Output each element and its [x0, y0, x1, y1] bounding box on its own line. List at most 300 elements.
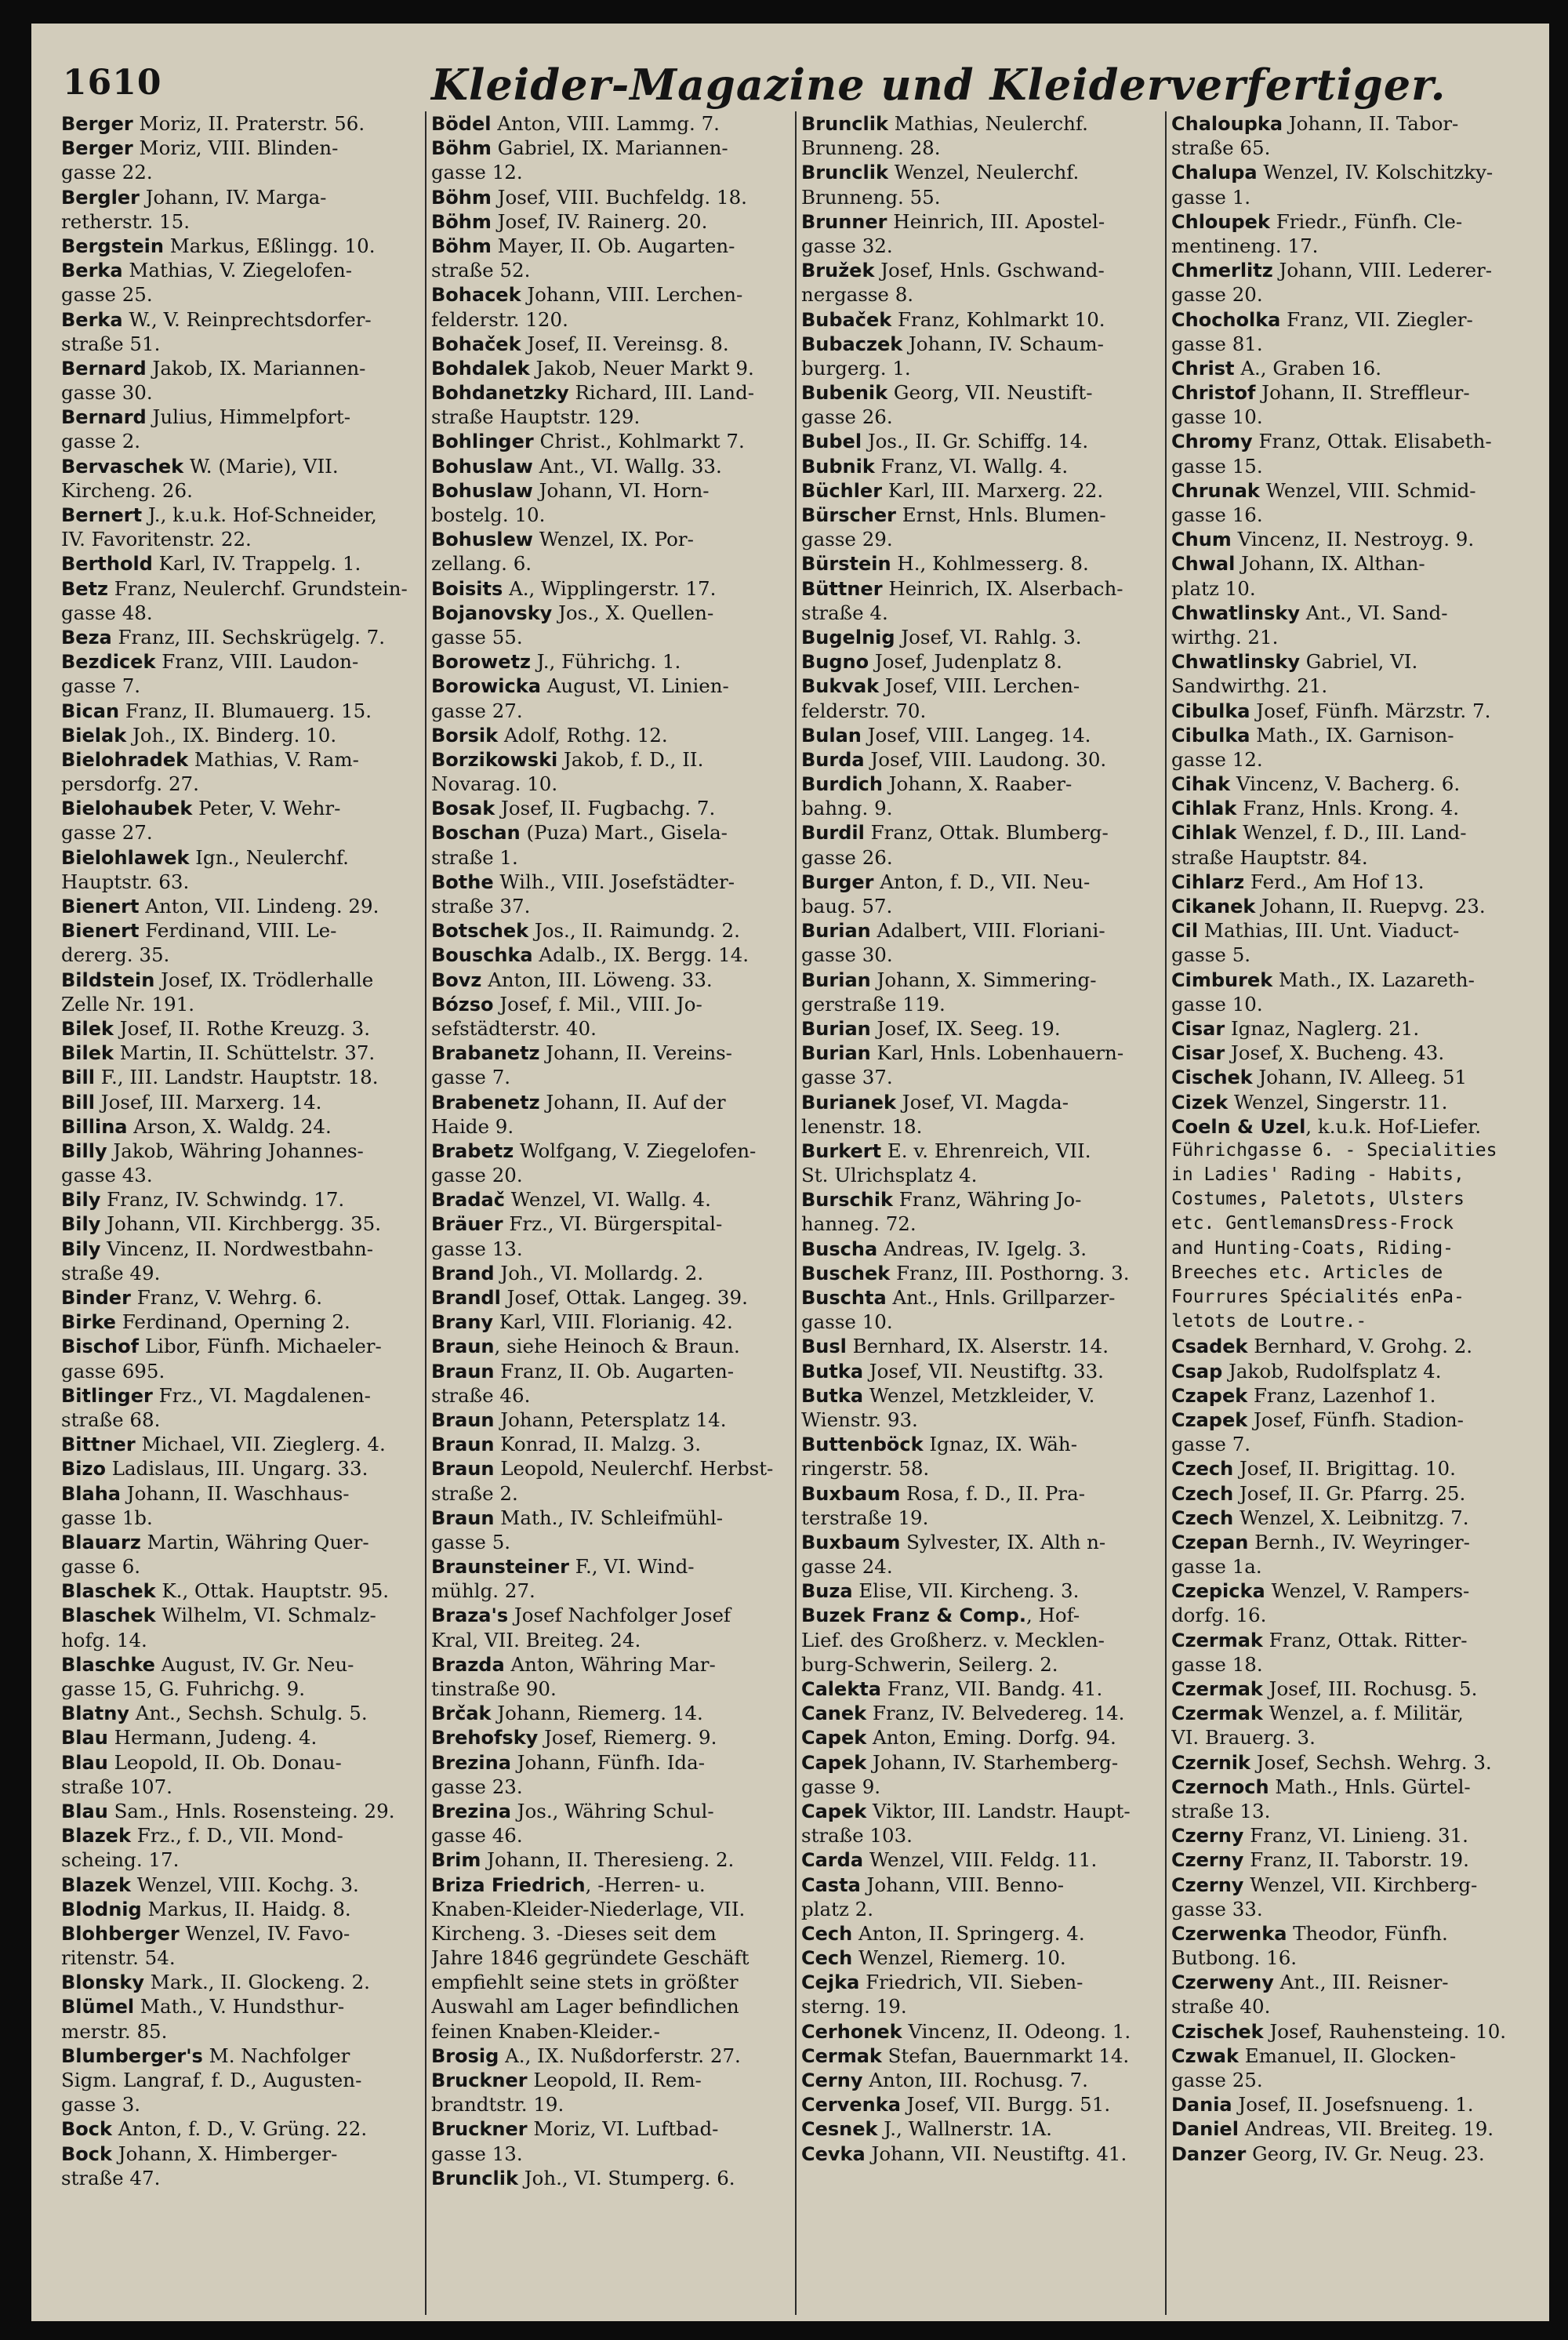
directory-entry-line — [431, 282, 798, 307]
directory-entry-line — [801, 820, 1168, 845]
entry-details: Franz, IV. Schwindg. 17. — [100, 1188, 345, 1212]
entry-details: Vincenz, II. Odeong. 1. — [902, 2019, 1131, 2043]
directory-entry-line — [61, 1481, 428, 1506]
entry-details: Josef, VI. Magda- — [895, 1090, 1069, 1114]
entry-surname: Chalupa — [1171, 162, 1258, 184]
entry-details: Stefan, Bauernmarkt 14. — [881, 2044, 1130, 2067]
directory-entry-line — [61, 1090, 428, 1114]
entry-details: gasse 5. — [431, 1530, 511, 1553]
entry-surname: Calekta — [801, 1678, 881, 1700]
entry-details: August, IV. Gr. Neu- — [154, 1652, 354, 1676]
entry-surname: Bubnik — [801, 455, 875, 478]
entry-details: Karl, IV. Trappelg. 1. — [152, 552, 361, 576]
entry-details: ritenstr. 54. — [61, 1946, 176, 1970]
entry-details: Josef, III. Marxerg. 14. — [94, 1090, 322, 1114]
directory-entry-line — [61, 258, 428, 282]
entry-details: Karl, III. Marxerg. 22. — [882, 478, 1104, 502]
entry-details: gasse 13. — [431, 1237, 523, 1260]
entry-surname: Bielohradek — [61, 748, 189, 771]
directory-column-4 — [1171, 111, 1538, 2315]
directory-entry-line — [431, 968, 798, 992]
entry-surname: Cervenka — [801, 2094, 901, 2117]
entry-surname: Bradač — [431, 1189, 505, 1212]
entry-details: Johann, VI. Horn- — [532, 478, 710, 502]
entry-surname: Böhm — [431, 234, 492, 257]
entry-details: Führichgasse 6. - Specialities — [1171, 1139, 1497, 1161]
entry-surname: Bojanovsky — [431, 601, 553, 624]
entry-surname: Braun — [431, 1506, 495, 1529]
entry-details: Franz, VII. Bandg. 41. — [880, 1677, 1103, 1700]
entry-details: Wenzel, V. Rampers- — [1265, 1579, 1470, 1603]
entry-surname: Blau — [61, 1800, 108, 1822]
entry-surname: Bildstein — [61, 968, 155, 991]
directory-entry-line — [431, 1799, 798, 1823]
entry-details: IV. Favoritenstr. 22. — [61, 528, 252, 551]
entry-details: gasse 1a. — [1171, 1555, 1262, 1579]
entry-details: gasse 29. — [801, 528, 893, 551]
entry-details: straße 2. — [431, 1481, 518, 1505]
entry-surname: Bružek — [801, 260, 875, 282]
directory-entry-line — [431, 1750, 798, 1775]
directory-entry-line — [431, 1408, 798, 1432]
entry-details: Johann, IV. Marga- — [139, 185, 327, 209]
entry-details: Josef, II. Josefsnueng. 1. — [1232, 2093, 1474, 2117]
entry-surname: Buxbaum — [801, 1482, 901, 1505]
entry-details: bostelg. 10. — [431, 503, 546, 526]
directory-entry-line — [1171, 1456, 1538, 1481]
entry-details: Mathias, V. Ziegelofen- — [122, 259, 352, 282]
directory-entry-line — [431, 1334, 798, 1358]
entry-details: Franz, Kohlmarkt 10. — [891, 307, 1105, 331]
entry-details: Brunneng. 28. — [801, 136, 941, 160]
directory-entry-line — [801, 1652, 1168, 1677]
entry-details: Leopold, II. Rem- — [527, 2069, 702, 2091]
entry-details: hofg. 14. — [61, 1628, 147, 1651]
entry-details: gasse 12. — [431, 161, 523, 184]
entry-details: gasse 10. — [1171, 992, 1263, 1016]
entry-details: Franz, VI. Wallg. 4. — [874, 454, 1069, 478]
entry-details: , k.u.k. Hof-Liefer. — [1305, 1114, 1482, 1138]
directory-entry-line — [61, 1383, 428, 1408]
directory-entry-line — [801, 1310, 1168, 1334]
directory-entry-line — [1171, 1823, 1538, 1848]
directory-entry-line — [801, 699, 1168, 723]
entry-details: Franz, Währing Jo- — [893, 1188, 1082, 1212]
entry-surname: Buzek Franz & Comp. — [801, 1604, 1026, 1627]
entry-surname: Czischek — [1171, 2020, 1264, 2043]
entry-details: gasse 5. — [1171, 943, 1251, 967]
entry-details: Ignaz, Naglerg. 21. — [1225, 1016, 1420, 1040]
directory-entry-line — [61, 1432, 428, 1456]
entry-surname: Billina — [61, 1115, 128, 1138]
entry-details: Jakob, Neuer Markt 9. — [529, 356, 754, 380]
entry-details: Josef, Rauhensteing. 10. — [1263, 2019, 1507, 2043]
entry-details: Josef, III. Rochusg. 5. — [1262, 1677, 1478, 1700]
entry-details: brandtstr. 19. — [431, 2093, 564, 2117]
directory-entry-line — [1171, 380, 1538, 405]
directory-entry-line — [1171, 1921, 1538, 1946]
entry-surname: Bubaczek — [801, 332, 903, 355]
entry-details: Wenzel, VIII. Schmid- — [1259, 478, 1476, 502]
directory-entry-line — [61, 185, 428, 209]
directory-entry-line — [801, 943, 1168, 967]
entry-surname: Chaloupka — [1171, 113, 1283, 135]
directory-entry-line — [1171, 601, 1538, 625]
directory-entry-line — [801, 1750, 1168, 1775]
entry-surname: Cech — [801, 1922, 853, 1945]
entry-details: Josef, IX. Seeg. 19. — [870, 1016, 1061, 1040]
entry-surname: Cermak — [801, 2044, 882, 2067]
directory-entry-line — [61, 723, 428, 747]
directory-entry-line — [1171, 2019, 1538, 2044]
entry-details: Markus, II. Haidg. 8. — [141, 1897, 351, 1920]
directory-entry-line — [61, 1506, 428, 1530]
directory-entry-line — [1171, 185, 1538, 209]
directory-entry-line — [801, 1065, 1168, 1089]
entry-surname: Blaha — [61, 1482, 121, 1505]
entry-surname: Blaschek — [61, 1604, 156, 1627]
directory-entry-line — [431, 1628, 798, 1652]
entry-details: gasse 7. — [431, 1066, 511, 1089]
directory-entry-line — [431, 1848, 798, 1872]
directory-entry-line — [801, 1579, 1168, 1603]
entry-details: Adalbert, VIII. Floriani- — [870, 919, 1105, 943]
entry-surname: Bilek — [61, 1042, 114, 1065]
entry-surname: Chwatlinsky — [1171, 651, 1300, 674]
directory-entry-line — [61, 1603, 428, 1627]
directory-entry-line — [61, 1677, 428, 1701]
directory-entry-line — [431, 820, 798, 845]
entry-details: Josef, Sechsh. Wehrg. 3. — [1250, 1750, 1492, 1774]
entry-details: gasse 33. — [1171, 1897, 1263, 1920]
directory-entry-line — [801, 1921, 1168, 1946]
directory-entry-line — [1171, 282, 1538, 307]
directory-entry-line — [801, 1823, 1168, 1848]
directory-entry-line — [801, 2068, 1168, 2092]
directory-entry-line — [431, 1652, 798, 1677]
directory-entry-line — [801, 968, 1168, 992]
entry-details: Libor, Fünfh. Michaeler- — [139, 1335, 382, 1358]
directory-entry-line — [431, 1725, 798, 1750]
directory-entry-line — [431, 1506, 798, 1530]
entry-details: gasse 25. — [1171, 2069, 1263, 2091]
entry-surname: Birke — [61, 1311, 116, 1334]
directory-entry-line — [1171, 796, 1538, 820]
directory-entry-line — [1171, 1261, 1538, 1285]
entry-details: Johann, VIII. Benno- — [860, 1873, 1065, 1896]
entry-surname: Butka — [801, 1384, 864, 1407]
directory-entry-line — [1171, 649, 1538, 674]
directory-entry-line — [801, 845, 1168, 870]
entry-details: Josef, VII. Burgg. 51. — [900, 2093, 1111, 2117]
directory-entry-line — [1171, 1481, 1538, 1506]
entry-details: Franz, III. Posthorng. 3. — [890, 1261, 1130, 1284]
directory-entry-line — [801, 478, 1168, 503]
entry-surname: Cibulka — [1171, 699, 1250, 722]
entry-details: Josef, X. Bucheng. 43. — [1225, 1041, 1445, 1065]
entry-surname: Bergstein — [61, 234, 164, 257]
directory-entry-line — [801, 992, 1168, 1016]
directory-entry-line — [801, 1628, 1168, 1652]
directory-entry-line — [431, 454, 798, 478]
entry-surname: Berger — [61, 113, 133, 135]
entry-details: Johann, II. Streffleur- — [1255, 381, 1470, 405]
directory-entry-line — [431, 185, 798, 209]
directory-entry-line — [61, 209, 428, 234]
directory-entry-line — [801, 1799, 1168, 1823]
entry-surname: Brunclik — [801, 113, 888, 135]
entry-details: straße 51. — [61, 332, 161, 355]
entry-surname: Bill — [61, 1066, 95, 1089]
entry-details: Jakob, Rudolfsplatz 4. — [1222, 1359, 1442, 1383]
directory-entry-line — [801, 1432, 1168, 1456]
directory-entry-line — [431, 649, 798, 674]
directory-entry-line — [801, 1041, 1168, 1065]
entry-details: gasse 26. — [801, 405, 893, 429]
entry-surname: Bittner — [61, 1433, 136, 1456]
directory-entry-line — [61, 1823, 428, 1848]
entry-details: H., Kohlmesserg. 8. — [891, 552, 1089, 576]
entry-surname: Cil — [1171, 920, 1199, 943]
entry-details: Mayer, II. Ob. Augarten- — [491, 234, 735, 257]
entry-surname: Bitlinger — [61, 1384, 153, 1407]
directory-entry-line — [61, 992, 428, 1016]
directory-entry-line — [801, 1677, 1168, 1701]
entry-details: Andreas, IV. Igelg. 3. — [877, 1237, 1087, 1260]
directory-entry-line — [431, 2068, 798, 2092]
entry-details: gasse 12. — [1171, 747, 1263, 771]
entry-surname: Blatny — [61, 1702, 129, 1725]
directory-entry-line — [801, 2044, 1168, 2068]
directory-entry-line — [61, 1163, 428, 1187]
directory-entry-line — [61, 1701, 428, 1725]
entry-details: gasse 22. — [61, 161, 153, 184]
directory-entry-line — [61, 1848, 428, 1872]
directory-entry-line — [1171, 1163, 1538, 1187]
entry-surname: Carda — [801, 1849, 864, 1872]
directory-entry-line — [431, 1432, 798, 1456]
entry-surname: Böhm — [431, 186, 492, 209]
entry-details: Josef, II. Vereinsg. 8. — [521, 332, 729, 355]
entry-details: Johann, II. Ruepvg. 23. — [1255, 895, 1486, 917]
directory-entry-line — [1171, 1994, 1538, 2018]
entry-details: straße Hauptstr. 129. — [431, 405, 641, 429]
directory-entry-line — [1171, 1677, 1538, 1701]
entry-surname: Czapek — [1171, 1384, 1248, 1407]
entry-details: Karl, Hnls. Lobenhauern- — [870, 1041, 1124, 1065]
entry-surname: Braunsteiner — [431, 1556, 569, 1579]
entry-surname: Burschik — [801, 1189, 893, 1212]
directory-entry-line — [431, 2044, 798, 2068]
entry-details: Michael, VII. Zieglerg. 4. — [135, 1433, 386, 1456]
directory-entry-line — [801, 1481, 1168, 1506]
entry-details: Knaben-Kleider-Niederlage, VII. — [431, 1897, 746, 1920]
entry-details: Leopold, II. Ob. Donau- — [107, 1750, 342, 1774]
entry-details: Anton, Eming. Dorfg. 94. — [866, 1726, 1116, 1750]
entry-surname: Cihlak — [1171, 798, 1237, 820]
entry-surname: Braun — [431, 1335, 495, 1358]
directory-entry-line — [1171, 845, 1538, 870]
directory-entry-line — [1171, 1334, 1538, 1358]
entry-surname: Cisar — [1171, 1042, 1225, 1065]
entry-details: Konrad, II. Malzg. 3. — [494, 1433, 702, 1456]
directory-entry-line — [801, 307, 1168, 332]
entry-details: Ladislaus, III. Ungarg. 33. — [105, 1457, 368, 1481]
entry-surname: Dania — [1171, 2094, 1232, 2117]
entry-details: Martin, Währing Quer- — [140, 1530, 369, 1553]
entry-details: gasse 9. — [801, 1775, 881, 1798]
entry-details: Martin, II. Schüttelstr. 37. — [113, 1041, 376, 1065]
directory-entry-line — [1171, 943, 1538, 967]
directory-entry-line — [431, 380, 798, 405]
directory-entry-line — [431, 894, 798, 918]
directory-entry-line — [61, 1065, 428, 1089]
directory-entry-line — [431, 723, 798, 747]
directory-entry-line — [1171, 1041, 1538, 1065]
entry-details: empfiehlt seine stets in größter — [431, 1971, 739, 1994]
entry-details: Haide 9. — [431, 1114, 514, 1138]
entry-surname: Butka — [801, 1360, 864, 1383]
entry-surname: Brabenetz — [431, 1091, 540, 1114]
entry-details: gasse 695. — [61, 1359, 165, 1383]
entry-surname: Czermak — [1171, 1629, 1263, 1651]
entry-surname: Brezina — [431, 1751, 511, 1774]
entry-details: straße 40. — [1171, 1995, 1271, 2018]
entry-details: K., Ottak. Hauptstr. 95. — [155, 1579, 390, 1603]
entry-details: gasse 27. — [61, 821, 153, 845]
entry-surname: Braun — [431, 1360, 495, 1383]
entry-details: Fourrures Spécialités enPa- — [1171, 1287, 1465, 1307]
entry-surname: Czwak — [1171, 2044, 1239, 2067]
entry-surname: Cevka — [801, 2142, 866, 2165]
entry-surname: Botschek — [431, 920, 529, 943]
entry-surname: Bielohlawek — [61, 846, 190, 869]
directory-entry-line — [801, 1383, 1168, 1408]
directory-entry-line — [61, 1041, 428, 1065]
entry-surname: Cisar — [1171, 1017, 1225, 1040]
entry-details: Ferd., Am Hof 13. — [1244, 870, 1425, 893]
entry-details: Sigm. Langraf, f. D., Augusten- — [61, 2069, 362, 2091]
directory-entry-line — [61, 332, 428, 356]
directory-entry-line — [431, 699, 798, 723]
entry-surname: Chrunak — [1171, 479, 1260, 502]
entry-details: August, VI. Linien- — [540, 674, 729, 698]
entry-details: Vincenz, II. Nestroyg. 9. — [1231, 528, 1475, 551]
entry-surname: Brosig — [431, 2044, 499, 2067]
entry-surname: Bohuslew — [431, 529, 533, 551]
entry-surname: Bily — [61, 1213, 101, 1236]
entry-surname: Brčak — [431, 1702, 492, 1725]
entry-details: Zelle Nr. 191. — [61, 992, 195, 1016]
directory-entry-line — [431, 1994, 798, 2018]
directory-entry-line — [61, 796, 428, 820]
directory-entry-line — [431, 1921, 798, 1946]
directory-entry-line — [431, 429, 798, 453]
directory-entry-line — [61, 356, 428, 380]
entry-surname: Cech — [801, 1947, 853, 1970]
entry-surname: Bulan — [801, 724, 862, 747]
entry-details: Franz, II. Ob. Augarten- — [494, 1359, 735, 1383]
entry-details: letots de Loutre.- — [1171, 1311, 1367, 1332]
entry-details: gasse 81. — [1171, 332, 1263, 355]
directory-entry-line — [1171, 551, 1538, 576]
directory-entry-line — [431, 1823, 798, 1848]
directory-entry-line — [1171, 2117, 1538, 2141]
entry-details: Wenzel, f. D., III. Land- — [1236, 821, 1467, 845]
entry-surname: Bernard — [61, 357, 147, 380]
entry-details: gasse 7. — [61, 674, 141, 698]
directory-entry-line — [1171, 1628, 1538, 1652]
directory-entry-line — [1171, 772, 1538, 796]
entry-details: Elise, VII. Kircheng. 3. — [852, 1579, 1080, 1603]
entry-details: Josef, VIII. Lerchen- — [879, 674, 1080, 698]
directory-entry-line — [801, 870, 1168, 894]
entry-details: Wolfgang, V. Ziegelofen- — [514, 1139, 757, 1162]
directory-entry-line — [431, 1261, 798, 1285]
entry-surname: Bózso — [431, 993, 494, 1016]
directory-entry-line — [801, 1456, 1168, 1481]
directory-entry-line — [431, 2142, 798, 2166]
entry-details: Josef, Riemerg. 9. — [538, 1726, 717, 1750]
entry-surname: Blumberger's — [61, 2044, 203, 2067]
directory-entry-line — [1171, 1114, 1538, 1139]
entry-surname: Bock — [61, 2142, 112, 2165]
entry-details: Vincenz, V. Bacherg. 6. — [1230, 772, 1461, 796]
entry-surname: Cihlak — [1171, 822, 1237, 845]
directory-entry-line — [431, 136, 798, 160]
entry-surname: Bock — [61, 2118, 112, 2141]
entry-details: gasse 18. — [1171, 1652, 1263, 1676]
directory-entry-line — [801, 332, 1168, 356]
directory-entry-line — [1171, 307, 1538, 332]
entry-details: J., Wallnerstr. 1A. — [877, 2117, 1052, 2141]
directory-entry-line — [1171, 1799, 1538, 1823]
entry-surname: Blohberger — [61, 1922, 180, 1945]
directory-entry-line — [431, 992, 798, 1016]
entry-surname: Blau — [61, 1727, 108, 1750]
entry-surname: Bill — [61, 1091, 95, 1114]
directory-entry-line — [431, 772, 798, 796]
directory-entry-line — [1171, 527, 1538, 551]
directory-entry-line — [61, 503, 428, 527]
entry-details: Josef, II. Fugbachg. 7. — [495, 797, 716, 820]
entry-details: straße 4. — [801, 601, 888, 624]
entry-details: Franz, II. Taborstr. 19. — [1243, 1848, 1469, 1872]
directory-entry-line — [801, 111, 1168, 136]
entry-surname: Czerny — [1171, 1825, 1244, 1848]
entry-details: gasse 24. — [801, 1555, 893, 1579]
entry-surname: Danzer — [1171, 2142, 1247, 2165]
entry-details: straße 65. — [1171, 136, 1271, 160]
entry-details: Moriz, VIII. Blinden- — [132, 136, 339, 160]
entry-surname: Bukvak — [801, 675, 880, 698]
entry-surname: Bubenik — [801, 382, 888, 405]
entry-surname: Blazek — [61, 1873, 131, 1896]
entry-details: Wenzel, VI. Wallg. 4. — [504, 1188, 711, 1212]
directory-entry-line — [61, 1897, 428, 1921]
entry-details: Georg, VII. Neustift- — [887, 381, 1093, 405]
entry-surname: Brabetz — [431, 1139, 514, 1162]
entry-details: Ant., III. Reisner- — [1273, 1971, 1449, 1994]
page-title: Kleider-Magazine und Kleiderverfertiger. — [431, 60, 1446, 110]
entry-details: Gabriel, IX. Mariannen- — [491, 136, 728, 160]
entry-details: Johann, X. Simmering- — [870, 968, 1097, 991]
entry-details: Johann, VII. Kirchbergg. 35. — [100, 1212, 382, 1236]
directory-entry-line — [431, 478, 798, 503]
entry-surname: Bielak — [61, 724, 127, 747]
entry-details: Josef, Hnls. Gschwand- — [874, 259, 1105, 282]
directory-entry-line — [61, 1994, 428, 2018]
